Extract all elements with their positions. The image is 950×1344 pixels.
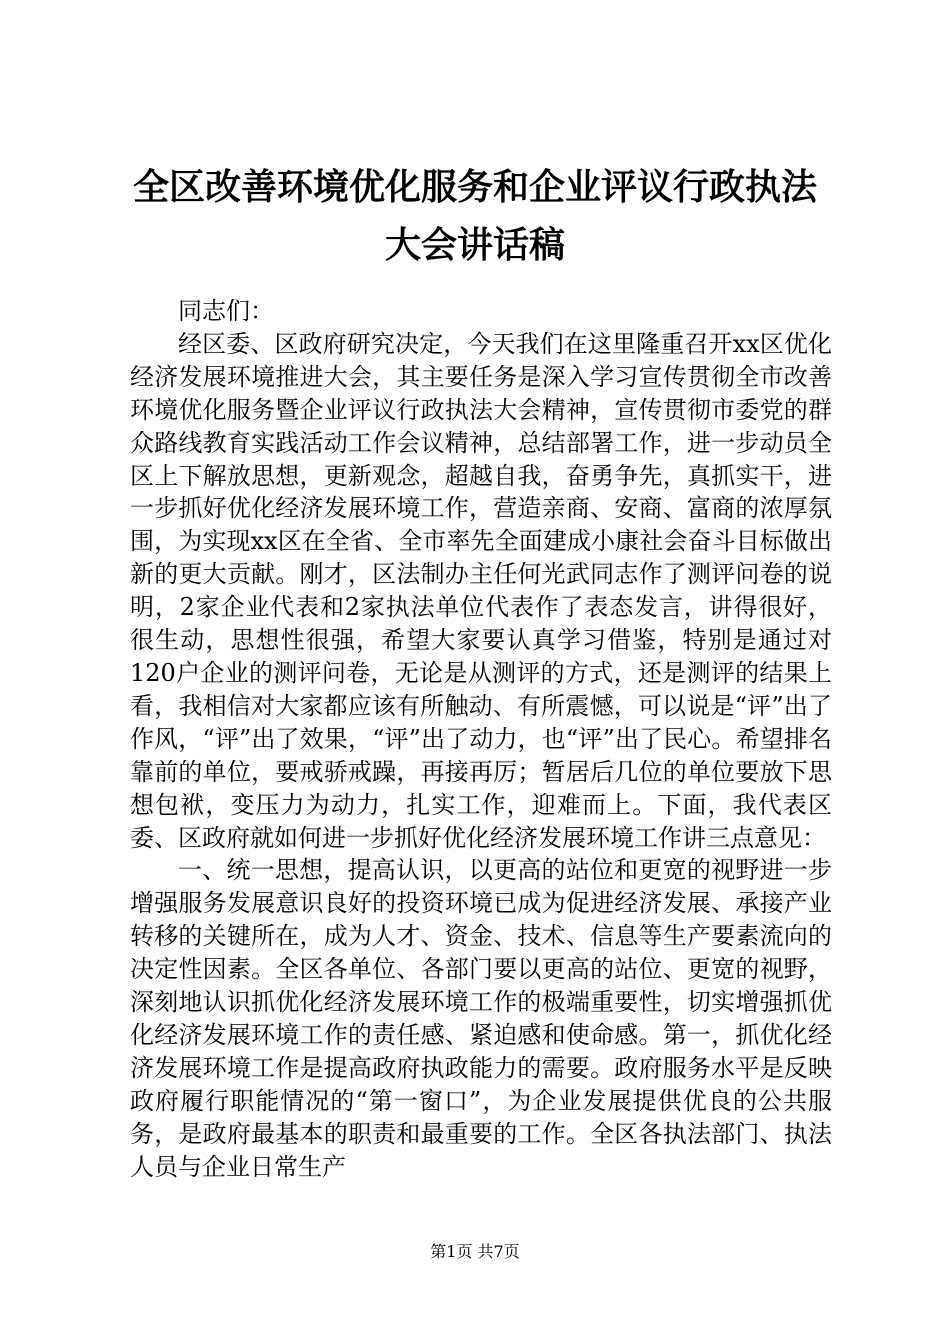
paragraph-intro: 经区委、区政府研究决定，今天我们在这里隆重召开xx区优化经济发展环境推进大会，其主要任务是深入学习宣传贯彻全市改善环境优化服务暨企业评议行政执法大会精神，宣传贯彻市委党的群众路线教育实践活动工作会议精神，总结部署工作，进一步动员全区上下解放思想，更新观念，超越自我，奋勇争先，真抓实干，进一步抓好优化经济发展环境工作，营造亲商、安商、富商的浓厚氛围，为实现xx区在全省、全市率先全面建成小康社会奋斗目标做出新的更大贡献。刚才，区法制办主任何光武同志作了测评问卷的说明，2家企业代表和2家执法单位代表作了表态发言，讲得很好，很生动，思想性很强，希望大家要认真学习借鉴，特别是通过对120户企业的测评问卷，无论是从测评的方式，还是测评的结果上看，我相信对大家都应该有所触动、有所震憾，可以说是“评”出了作风，“评”出了效果，“评”出了动力，也“评”出了民心。希望排名靠前的单位，要戒骄戒躁，再接再厉；暂居后几位的单位要放下思想包袱，变压力为动力，扎实工作，迎难而上。下面，我代表区委、区政府就如何进一步抓好优化经济发展环境工作讲三点意见： [130,329,832,852]
salutation: 同志们： [178,297,274,325]
document-body [130,295,832,1183]
paragraph-section-one: 一、统一思想，提高认识，以更高的站位和更宽的视野进一步增强服务发展意识良好的投资环境已成为促进经济发展、承接产业转移的关键所在，成为人才、资金、技术、信息等生产要素流向的决定性因素。全区各单位、各部门要以更高的站位、更宽的视野，深刻地认识抓优化经济发展环境工作的极端重要性，切实增强抓优化经济发展环境工作的责任感、紧迫感和使命感。第一，抓优化经济发展环境工作是提高政府执政能力的需要。政府服务水平是反映政府履行职能情况的“第一窗口”，为企业发展提供优良的公共服务，是政府最基本的职责和最重要的工作。全区各执法部门、执法人员与企业日常生产 [130,856,832,1181]
document-title: 全区改善环境优化服务和企业评议行政执法大会讲话稿 [132,166,817,266]
page-footer: 第1页 共7页 [430,1242,520,1261]
